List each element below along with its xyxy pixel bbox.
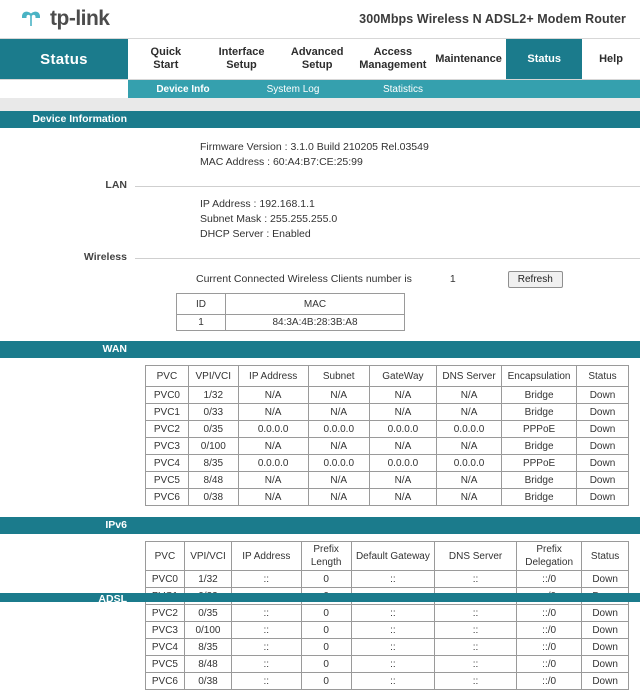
- lan-mask-row: [0, 212, 640, 227]
- lan-mask-value: 255.255.255.0: [270, 213, 338, 225]
- wan-cell-subnet: N/A: [308, 489, 369, 506]
- wan-cell-gateway: N/A: [369, 438, 436, 455]
- ipv6-cell-prefix-length: 0: [301, 571, 351, 588]
- wan-cell-vpivci: 8/48: [188, 472, 238, 489]
- wan-cell-pvc: PVC5: [146, 472, 189, 489]
- wan-cell-dns: N/A: [436, 438, 501, 455]
- wan-cell-subnet: N/A: [308, 472, 369, 489]
- wan-cell-encapsulation: PPPoE: [502, 421, 577, 438]
- ipv6-cell-gateway: ::: [351, 656, 434, 673]
- section-ipv6: [0, 517, 640, 534]
- ipv6-cell-dns: ::: [435, 622, 517, 639]
- subnav-item-system-log[interactable]: System Log: [266, 83, 320, 95]
- model-name: 300Mbps Wireless N ADSL2+ Modem Router: [359, 12, 626, 26]
- wan-cell-dns: N/A: [436, 387, 501, 404]
- wan-cell-gateway: N/A: [369, 387, 436, 404]
- ipv6-cell-prefix-length: 0: [301, 639, 351, 656]
- section-label-wireless: Wireless: [83, 251, 127, 263]
- table-row: [146, 404, 629, 421]
- ipv6-cell-prefix-delegation: ::/0: [517, 639, 582, 656]
- wan-cell-status: Down: [576, 387, 628, 404]
- ipv6-cell-dns: ::: [435, 605, 517, 622]
- wan-cell-gateway: N/A: [369, 404, 436, 421]
- wan-col-subnet: Subnet: [308, 366, 369, 387]
- wan-cell-ip: 0.0.0.0: [238, 455, 308, 472]
- wan-cell-pvc: PVC3: [146, 438, 189, 455]
- table-row: [177, 315, 405, 331]
- firmware-version-label: Firmware Version :: [200, 141, 288, 153]
- wan-cell-ip: 0.0.0.0: [238, 421, 308, 438]
- ipv6-cell-status: Down: [582, 622, 629, 639]
- ipv6-col-prefix-delegation: Prefix Delegation: [517, 542, 582, 571]
- wan-cell-ip: N/A: [238, 489, 308, 506]
- wan-cell-vpivci: 8/35: [188, 455, 238, 472]
- wan-cell-encapsulation: PPPoE: [502, 455, 577, 472]
- ipv6-cell-vpivci: 1/32: [184, 571, 231, 588]
- ipv6-cell-prefix-delegation: ::/0: [517, 622, 582, 639]
- section-rule: [135, 111, 640, 128]
- ipv6-cell-vpivci: 0/35: [184, 605, 231, 622]
- table-row: [146, 438, 629, 455]
- wan-cell-encapsulation: Bridge: [502, 404, 577, 421]
- section-label-lan: LAN: [105, 179, 127, 191]
- section-label-ipv6: IPv6: [0, 517, 135, 534]
- ipv6-cell-prefix-delegation: ::/0: [517, 571, 582, 588]
- wan-cell-status: Down: [576, 421, 628, 438]
- wan-cell-subnet: 0.0.0.0: [308, 421, 369, 438]
- wan-cell-status: Down: [576, 438, 628, 455]
- table-row: [146, 639, 629, 656]
- wan-cell-vpivci: 0/35: [188, 421, 238, 438]
- wireless-clients-row: [0, 268, 640, 290]
- wan-cell-encapsulation: Bridge: [502, 472, 577, 489]
- section-wireless: [0, 251, 640, 263]
- page-header: [0, 0, 640, 38]
- ipv6-col-default-gateway: Default Gateway: [351, 542, 434, 571]
- wan-cell-encapsulation: Bridge: [502, 438, 577, 455]
- wan-cell-encapsulation: Bridge: [502, 489, 577, 506]
- ipv6-col-status: Status: [582, 542, 629, 571]
- wan-cell-dns: N/A: [436, 472, 501, 489]
- ipv6-cell-ip: ::: [232, 622, 301, 639]
- divider-band: [0, 98, 640, 111]
- section-wan: [0, 341, 640, 358]
- table-row: [146, 421, 629, 438]
- wan-col-vpivci: VPI/VCI: [188, 366, 238, 387]
- ipv6-cell-vpivci: 8/35: [184, 639, 231, 656]
- tp-link-logo-icon: [18, 6, 44, 32]
- section-label-wan: WAN: [0, 341, 135, 358]
- client-mac: 84:3A:4B:28:3B:A8: [226, 315, 405, 331]
- ipv6-cell-ip: ::: [232, 673, 301, 690]
- wan-cell-ip: N/A: [238, 404, 308, 421]
- table-row: [146, 489, 629, 506]
- ipv6-cell-ip: ::: [232, 571, 301, 588]
- nav-label-line1: Quick: [150, 46, 182, 59]
- firmware-version-value: 3.1.0 Build 210205 Rel.03549: [290, 141, 429, 153]
- ipv6-col-dns: DNS Server: [435, 542, 517, 571]
- ipv6-cell-vpivci: 0/38: [184, 673, 231, 690]
- ipv6-cell-ip: ::: [232, 605, 301, 622]
- client-col-id: ID: [177, 294, 226, 315]
- nav-item-maintenance[interactable]: [431, 39, 507, 79]
- wan-cell-gateway: 0.0.0.0: [369, 455, 436, 472]
- ipv6-cell-gateway: ::: [351, 571, 434, 588]
- ipv6-cell-dns: ::: [435, 639, 517, 656]
- firmware-version-row: [0, 140, 640, 155]
- wan-cell-pvc: PVC0: [146, 387, 189, 404]
- ipv6-cell-status: Down: [582, 639, 629, 656]
- ipv6-cell-status: Down: [582, 673, 629, 690]
- ipv6-cell-prefix-delegation: ::/0: [517, 673, 582, 690]
- ipv6-col-vpivci: VPI/VCI: [184, 542, 231, 571]
- nav-label-line2: Setup: [226, 59, 257, 71]
- wan-col-encapsulation: Encapsulation: [502, 366, 577, 387]
- ipv6-table: [145, 541, 629, 690]
- wan-table: [145, 365, 629, 506]
- lan-dhcp-label: DHCP Server :: [200, 228, 270, 240]
- wan-cell-pvc: PVC4: [146, 455, 189, 472]
- section-lan: [0, 179, 640, 191]
- ipv6-cell-prefix-length: 0: [301, 673, 351, 690]
- wan-cell-status: Down: [576, 472, 628, 489]
- table-row: [146, 571, 629, 588]
- wan-cell-pvc: PVC6: [146, 489, 189, 506]
- wan-cell-vpivci: 1/32: [188, 387, 238, 404]
- nav-label-line1: Help: [599, 52, 623, 65]
- client-col-mac: MAC: [226, 294, 405, 315]
- wan-cell-pvc: PVC1: [146, 404, 189, 421]
- table-row: [146, 622, 629, 639]
- section-label-device-information: Device Information: [0, 111, 135, 128]
- client-id: 1: [177, 315, 226, 331]
- wan-cell-vpivci: 0/100: [188, 438, 238, 455]
- ipv6-cell-pvc: PVC6: [146, 673, 185, 690]
- subnav-item-device-info[interactable]: Device Info: [156, 83, 210, 95]
- main-navigation: [0, 38, 640, 80]
- wan-cell-subnet: N/A: [308, 387, 369, 404]
- refresh-button[interactable]: Refresh: [508, 271, 563, 288]
- section-rule-lan: [135, 186, 640, 187]
- nav-item-help[interactable]: [582, 39, 640, 79]
- section-device-information: [0, 111, 640, 128]
- section-rule-wireless: [135, 258, 640, 259]
- wan-cell-status: Down: [576, 455, 628, 472]
- wan-cell-dns: 0.0.0.0: [436, 455, 501, 472]
- brand: [18, 6, 110, 32]
- nav-item-interface-setup[interactable]: [204, 39, 280, 79]
- wan-cell-ip: N/A: [238, 438, 308, 455]
- table-row: [146, 605, 629, 622]
- ipv6-cell-gateway: ::: [351, 622, 434, 639]
- wan-cell-subnet: N/A: [308, 404, 369, 421]
- wan-col-ip: IP Address: [238, 366, 308, 387]
- ipv6-col-pvc: PVC: [146, 542, 185, 571]
- nav-label-line1: Maintenance: [435, 52, 502, 65]
- wan-cell-status: Down: [576, 489, 628, 506]
- ipv6-cell-status: Down: [582, 656, 629, 673]
- ipv6-cell-prefix-length: 0: [301, 605, 351, 622]
- wan-cell-ip: N/A: [238, 472, 308, 489]
- ipv6-cell-prefix-length: 0: [301, 622, 351, 639]
- ipv6-cell-pvc: PVC3: [146, 622, 185, 639]
- lan-mask-label: Subnet Mask :: [200, 213, 268, 225]
- ipv6-cell-ip: ::: [232, 656, 301, 673]
- page-title: Status: [0, 39, 128, 79]
- ipv6-cell-vpivci: 8/48: [184, 656, 231, 673]
- wan-col-pvc: PVC: [146, 366, 189, 387]
- ipv6-cell-prefix-delegation: ::/0: [517, 656, 582, 673]
- ipv6-cell-dns: ::: [435, 673, 517, 690]
- table-row: [146, 455, 629, 472]
- wan-col-status: Status: [576, 366, 628, 387]
- lan-dhcp-row: [0, 227, 640, 242]
- ipv6-cell-pvc: PVC5: [146, 656, 185, 673]
- wireless-clients-count: 1: [449, 273, 456, 285]
- table-row: [146, 472, 629, 489]
- wan-cell-dns: N/A: [436, 404, 501, 421]
- section-label-adsl: ADSL: [0, 593, 135, 602]
- lan-ip-row: [0, 197, 640, 212]
- nav-label-line2: Setup: [301, 59, 333, 71]
- wan-cell-pvc: PVC2: [146, 421, 189, 438]
- lan-ip-label: IP Address :: [200, 198, 257, 210]
- wan-cell-gateway: N/A: [369, 489, 436, 506]
- section-rule-wan: [135, 341, 640, 358]
- nav-label-line2: Management: [359, 59, 427, 71]
- ipv6-cell-prefix-delegation: ::/0: [517, 605, 582, 622]
- ipv6-col-prefix-length: Prefix Length: [301, 542, 351, 571]
- table-row: [146, 673, 629, 690]
- nav-item-quick-start[interactable]: [128, 39, 204, 79]
- mac-address-label: MAC Address :: [200, 156, 271, 168]
- wireless-clients-table: [176, 293, 405, 331]
- mac-address-row: [0, 155, 640, 170]
- table-header-row: [146, 366, 629, 387]
- wan-col-gateway: GateWay: [369, 366, 436, 387]
- ipv6-cell-dns: ::: [435, 656, 517, 673]
- wan-cell-vpivci: 0/38: [188, 489, 238, 506]
- ipv6-cell-gateway: ::: [351, 605, 434, 622]
- ipv6-cell-gateway: ::: [351, 639, 434, 656]
- ipv6-cell-prefix-length: 0: [301, 656, 351, 673]
- wan-cell-ip: N/A: [238, 387, 308, 404]
- wan-cell-status: Down: [576, 404, 628, 421]
- ipv6-cell-status: Down: [582, 571, 629, 588]
- wan-cell-encapsulation: Bridge: [502, 387, 577, 404]
- nav-item-advanced-setup[interactable]: [279, 39, 355, 79]
- nav-label-line1: Status: [527, 52, 561, 65]
- table-header-row: [146, 542, 629, 571]
- nav-item-access-management[interactable]: [355, 39, 431, 79]
- wan-cell-gateway: 0.0.0.0: [369, 421, 436, 438]
- wireless-clients-label: Current Connected Wireless Clients number is: [196, 273, 412, 285]
- nav-label-line2: Start: [153, 59, 179, 71]
- table-row: [146, 656, 629, 673]
- subnav-spacer: [0, 80, 128, 98]
- mac-address-value: 60:A4:B7:CE:25:99: [272, 156, 363, 168]
- nav-label-line1: Advanced: [290, 46, 344, 59]
- ipv6-cell-pvc: PVC4: [146, 639, 185, 656]
- ipv6-cell-pvc: PVC2: [146, 605, 185, 622]
- wan-cell-subnet: N/A: [308, 438, 369, 455]
- lan-ip-value: 192.168.1.1: [259, 198, 315, 210]
- wan-cell-subnet: 0.0.0.0: [308, 455, 369, 472]
- table-row: [146, 387, 629, 404]
- wan-cell-gateway: N/A: [369, 472, 436, 489]
- table-header-row: [177, 294, 405, 315]
- nav-item-status[interactable]: [506, 39, 582, 79]
- ipv6-cell-vpivci: 0/100: [184, 622, 231, 639]
- lan-dhcp-value: Enabled: [272, 228, 311, 240]
- ipv6-cell-status: Down: [582, 605, 629, 622]
- sub-navigation: [0, 80, 640, 98]
- wan-col-dns: DNS Server: [436, 366, 501, 387]
- nav-label-line1: Interface: [218, 46, 265, 59]
- brand-name: tp-link: [50, 7, 110, 30]
- wan-cell-dns: 0.0.0.0: [436, 421, 501, 438]
- subnav-item-statistics[interactable]: Statistics: [382, 83, 423, 95]
- wan-cell-vpivci: 0/33: [188, 404, 238, 421]
- ipv6-cell-ip: ::: [232, 639, 301, 656]
- ipv6-col-ip: IP Address: [232, 542, 301, 571]
- ipv6-cell-dns: ::: [435, 571, 517, 588]
- nav-label-line1: Access: [373, 46, 413, 59]
- ipv6-cell-pvc: PVC0: [146, 571, 185, 588]
- wan-cell-dns: N/A: [436, 489, 501, 506]
- section-rule-ipv6: [135, 517, 640, 534]
- ipv6-cell-gateway: ::: [351, 673, 434, 690]
